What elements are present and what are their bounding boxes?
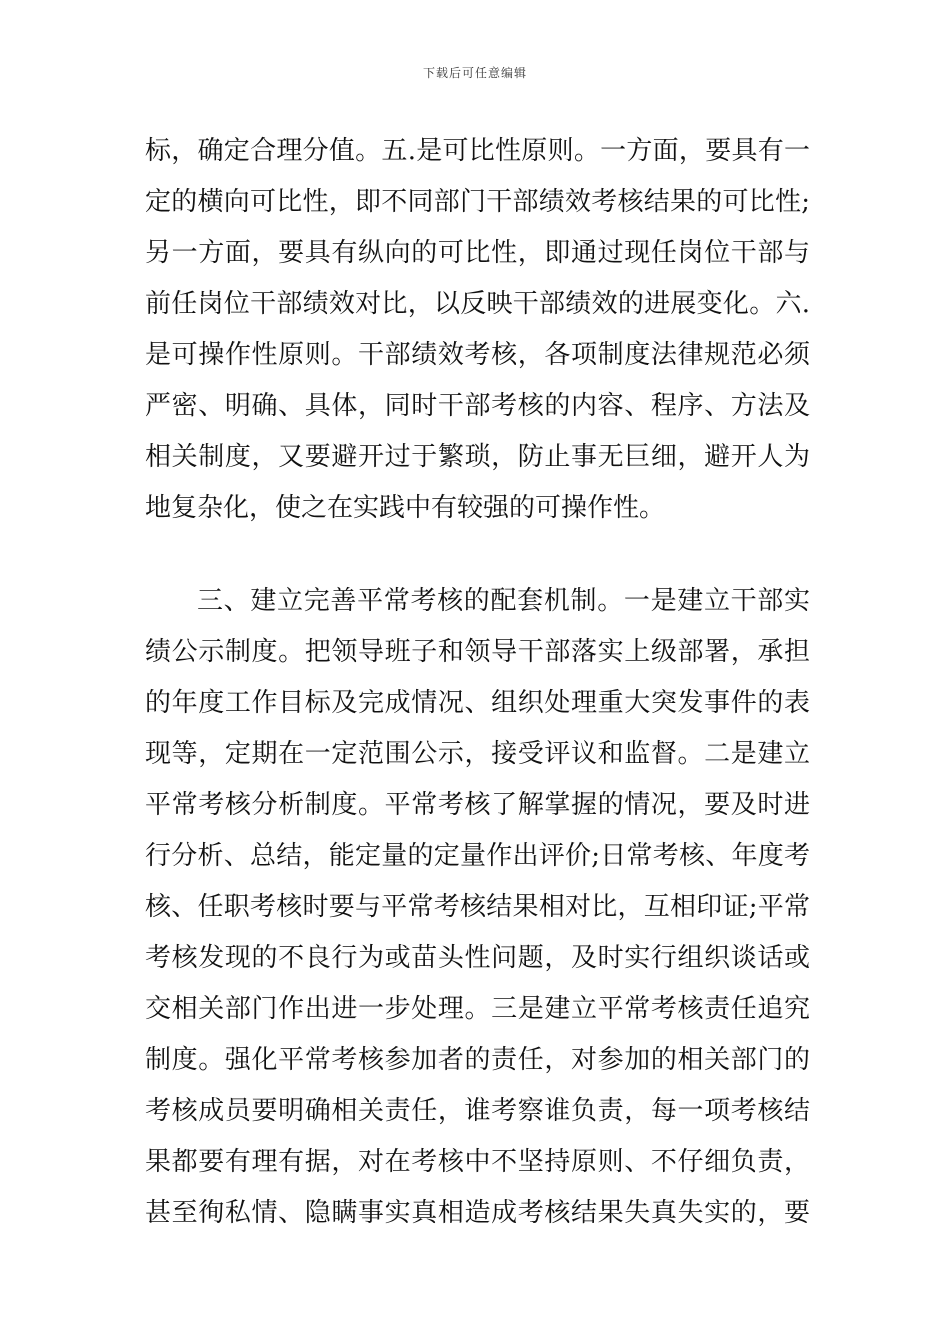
text-line: 现等，定期在一定范围公示，接受评议和监督。二是建立: [145, 739, 810, 769]
text-line: 考核发现的不良行为或苗头性问题，及时实行组织谈话或: [145, 943, 810, 973]
text-line: 行分析、总结，能定量的定量作出评价;日常考核、年度考: [145, 841, 810, 871]
text-line: 交相关部门作出进一步处理。三是建立平常考核责任追究: [145, 994, 810, 1024]
text-line: 地复杂化，使之在实践中有较强的可操作性。: [145, 493, 666, 523]
text-line: 三、建立完善平常考核的配套机制。一是建立干部实: [197, 586, 810, 616]
text-line: 定的横向可比性，即不同部门干部绩效考核结果的可比性;: [145, 187, 810, 217]
text-line: 绩公示制度。把领导班子和领导干部落实上级部署，承担: [145, 637, 810, 667]
text-line: 严密、明确、具体，同时干部考核的内容、程序、方法及: [145, 391, 810, 421]
text-line: 的年度工作目标及完成情况、组织处理重大突发事件的表: [145, 688, 810, 718]
paragraph-principles: [145, 126, 810, 534]
page-header: 下载后可任意编辑: [422, 66, 527, 80]
text-line: 甚至徇私情、隐瞒事实真相造成考核结果失真失实的，要: [145, 1198, 810, 1228]
paragraph-mechanism: [145, 576, 810, 1239]
text-line: 是可操作性原则。干部绩效考核，各项制度法律规范必须: [145, 340, 810, 370]
text-line: 前任岗位干部绩效对比，以反映干部绩效的进展变化。六.: [145, 289, 810, 319]
text-line: 相关制度，又要避开过于繁琐，防止事无巨细，避开人为: [145, 442, 810, 472]
text-line: 标，确定合理分值。五.是可比性原则。一方面，要具有一: [145, 136, 810, 166]
text-line: 平常考核分析制度。平常考核了解掌握的情况，要及时进: [145, 790, 810, 820]
text-line: 果都要有理有据，对在考核中不坚持原则、不仔细负责，: [145, 1147, 810, 1177]
text-line: 考核成员要明确相关责任，谁考察谁负责，每一项考核结: [145, 1096, 810, 1126]
text-line: 制度。强化平常考核参加者的责任，对参加的相关部门的: [145, 1045, 810, 1075]
text-line: 核、任职考核时要与平常考核结果相对比，互相印证;平常: [145, 892, 810, 922]
text-line: 另一方面，要具有纵向的可比性，即通过现任岗位干部与: [145, 238, 810, 268]
